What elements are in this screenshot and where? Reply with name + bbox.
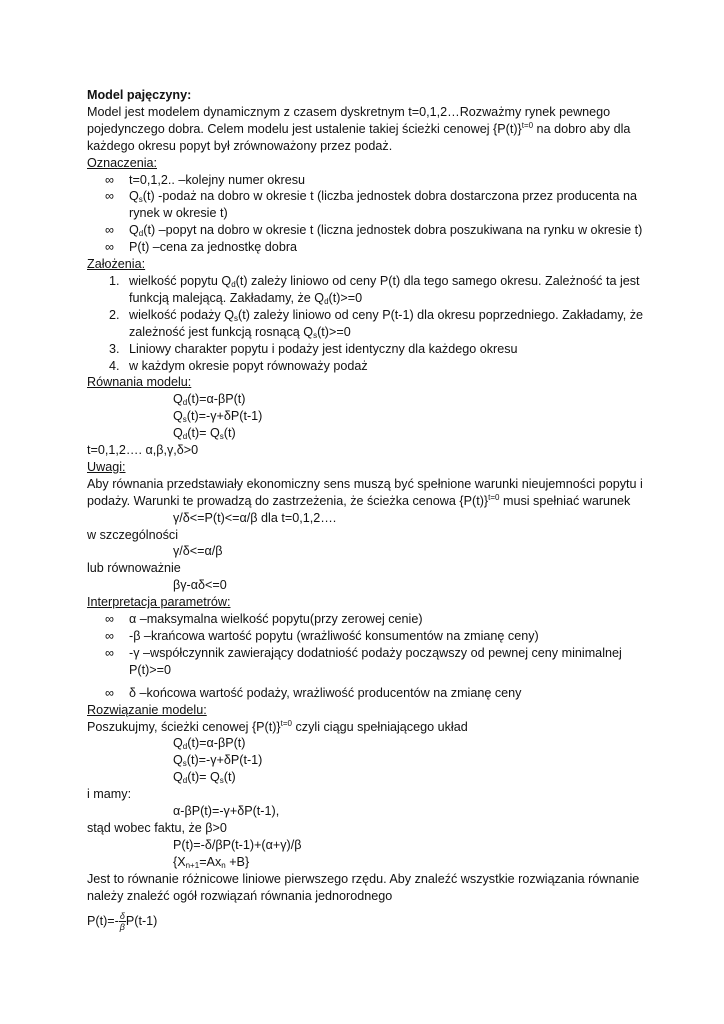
jest-line-2: należy znaleźć ogół rozwiązań równania jednorodnego [87,888,393,903]
i-mamy: i mamy: [87,787,132,802]
fraction-delta-over-beta: $\frac{\delta}{\beta}$ [119,910,125,932]
uwagi-line-2: podaży. Warunki te prowadzą do zastrzeżenia, że ścieżka cenowa $\{P(t)\}^{t=0}$ musi spełniać warunek [87,492,631,508]
document-title: Model pajęczyny: [87,88,192,102]
zalozenia-item: 3. Liniowy charakter popytu i podaży jest identyczny dla każdego okresu [109,341,518,356]
infinity-bullet-icon: ∞ [105,612,114,627]
condition-2: γ/δ<=α/β [173,544,223,559]
interpretacja-heading: Interpretacja parametrów: [87,595,231,610]
equation-equilibrium: $Q_d(t)= Q_s(t)$ [173,426,236,442]
condition-1: γ/δ<=P(t)<=α/β dla t=0,1,2…. [173,510,337,525]
solution-equation-demand: $Q_d(t)=\alpha-\beta P(t)$ [173,736,246,752]
infinity-bullet-icon: ∞ [105,172,114,187]
jest-line-1: Jest to równanie różnicowe liniowe pierwszego rzędu. Aby znaleźć wszystkie rozwiązania równanie [87,871,640,886]
lub-rownowaznie: lub równoważnie [87,561,181,576]
infinity-bullet-icon: ∞ [105,223,114,238]
solution-equation-supply: $Q_s(t)=-\gamma+\delta P(t-1)$ [173,753,263,769]
equation-demand: $Q_d(t)=\alpha-\beta P(t)$ [173,392,246,408]
oznaczenia-item: ∞ $Q_s(t)$ -podaż na dobro w okresie t (liczba jednostek dobra dostarczona przez producenta na rynek w okresie t) [87,188,684,222]
infinity-bullet-icon: ∞ [105,189,114,204]
uwagi-heading: Uwagi: [87,459,126,474]
condition-3: βγ-αδ<=0 [173,578,227,593]
oznaczenia-item: ∞ P(t) –cena za jednostkę dobra [87,239,684,256]
rozwiazanie-heading: Rozwiązanie modelu: [87,702,207,717]
zalozenia-item: 4. w każdym okresie popyt równoważy podaż [109,358,368,373]
intro-line-1: Model jest modelem dynamicznym z czasem dyskretnym t=0,1,2…Rozważmy rynek pewnego [87,104,611,119]
infinity-bullet-icon: ∞ [105,685,114,700]
final-equation: P(t)=- $\frac{\delta}{\beta}$ P(t-1) [87,910,158,932]
rownania-heading: Równania modelu: [87,375,192,390]
infinity-bullet-icon: ∞ [105,629,114,643]
solution-equation-equilibrium: $Q_d(t)= Q_s(t)$ [173,770,236,786]
uwagi-line-1: Aby równania przedstawiały ekonomiczny sens muszą być spełnione warunki nieujemności popytu i [87,476,643,491]
zalozenia-heading: Założenia: [87,257,146,272]
w-szczegolnosci: w szczególności [87,527,178,542]
oznaczenia-heading: Oznaczenia: [87,155,158,170]
solution-equation-5: P(t)=-δ/βP(t-1)+(α+γ)/β [173,837,302,852]
infinity-bullet-icon: ∞ [105,240,114,255]
zalozenia-item: 1. wielkość popytu $Q_d(t)$ zależy liniowo od ceny P(t) dla tego samego okresu. Zależność ta jest funkcją malejącą. Zakładamy, że $Q_d(t)>=0$ [109,273,640,306]
oznaczenia-item: ∞ t=0,1,2.. –kolejny numer okresu [87,172,684,189]
infinity-bullet-icon: ∞ [105,645,114,660]
solution-equation-6: $\{X_{n+1}=Ax_n +B\}$ [173,854,250,870]
zalozenia-item: 2. wielkość podaży $Q_s(t)$ zależy liniowo od ceny P(t-1) dla okresu poprzedniego. Zakładamy, że zależność jest funkcją rosnącą $Q_s(t)>=0$ [109,307,644,340]
interpretacja-item: ∞ -β –krańcowa wartość popytu (wrażliwość konsumentów na zmianę ceny) [87,628,684,645]
rozwiazanie-line-1: Poszukujmy, ścieżki cenowej $\{P(t)\}^{t=0}$ czyli ciągu spełniającego układ [87,718,468,734]
solution-equation-4: α-βP(t)=-γ+δP(t-1), [173,804,280,819]
interpretacja-item: ∞ α –maksymalna wielkość popytu(przy zerowej cenie) [87,611,684,628]
equation-params: t=0,1,2…. α,β,γ,δ>0 [87,443,199,458]
oznaczenia-item: ∞ $Q_d(t)$ –popyt na dobro w okresie t (liczna jednostek dobra poszukiwana na rynku w okresie t) [87,222,684,239]
stad-line: stąd wobec faktu, że β>0 [87,820,227,835]
intro-line-2: pojedynczego dobra. Celem modelu jest ustalenie takiej ścieżki cenowej $\{P(t)\}^{t=0}$ na dobro aby dla [87,120,631,136]
interpretacja-item: ∞ δ –końcowa wartość podaży, wrażliwość producentów na zmianę ceny [87,685,684,702]
interpretacja-item: ∞ -γ –współczynnik zawierający dodatniość podaży począwszy od pewnej ceny minimalnej P(t)>=0 [87,645,684,679]
equation-supply: $Q_s(t)=-\gamma+\delta P(t-1)$ [173,409,263,425]
intro-line-3: każdego okresu popyt był zrównoważony przez podaż. [87,138,393,153]
